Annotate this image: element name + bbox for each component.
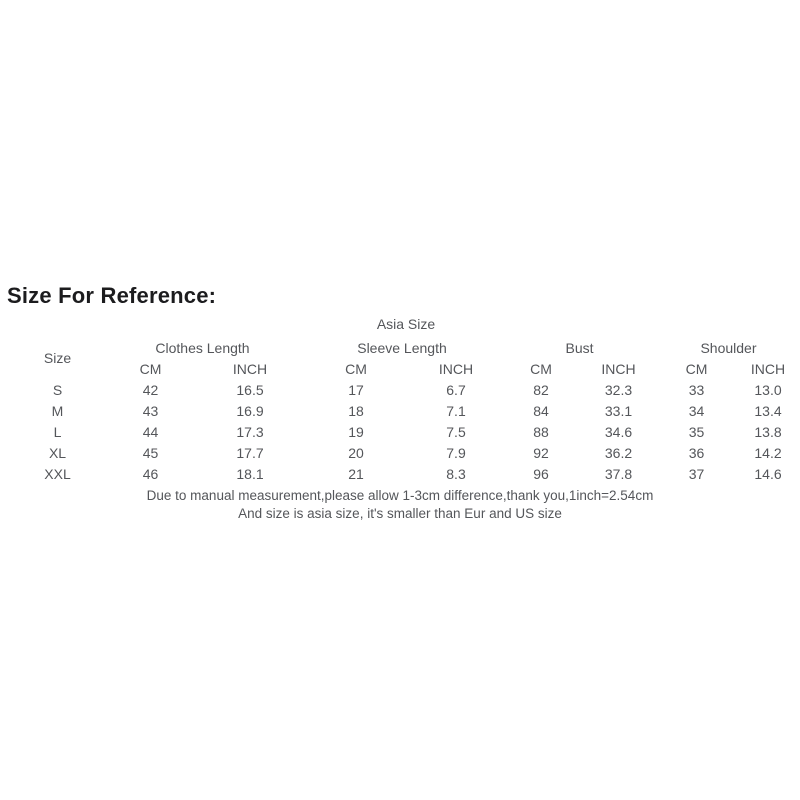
value-cell: 20	[348, 444, 364, 461]
value-cell: 33.1	[604, 402, 633, 419]
value-cell: 13.8	[754, 423, 782, 440]
size-cell: M	[51, 402, 64, 419]
value-cell: 82	[533, 381, 549, 398]
value-cell: 33	[688, 381, 705, 398]
value-cell: 37	[688, 465, 705, 482]
size-cell: S	[52, 381, 63, 398]
unit-header-cm: CM	[139, 361, 162, 377]
value-cell: 44	[142, 423, 159, 440]
note-line-asia-size: And size is asia size, it's smaller than Eur and US size	[238, 506, 562, 521]
group-header-clothes-length: Clothes Length	[155, 339, 250, 356]
value-cell: 7.9	[446, 444, 466, 461]
unit-header-row	[12, 359, 800, 379]
table-row-xxl	[12, 463, 800, 484]
size-table	[12, 311, 800, 484]
value-cell: 21	[348, 465, 364, 482]
asia-size-header: Asia Size	[376, 315, 436, 332]
super-header-row	[12, 311, 800, 336]
value-cell: 37.8	[604, 465, 633, 482]
value-cell: 7.5	[446, 423, 466, 440]
value-cell: 17	[348, 381, 364, 398]
unit-header-inch: INCH	[438, 361, 474, 377]
value-cell: 18	[348, 402, 364, 419]
value-cell: 6.7	[446, 381, 466, 398]
unit-header-cm: CM	[685, 361, 708, 377]
value-cell: 84	[533, 402, 549, 419]
note-line-measurement: Due to manual measurement,please allow 1-3cm difference,thank you,1inch=2.54cm	[146, 488, 654, 503]
value-cell: 17.3	[236, 423, 264, 440]
value-cell: 13.0	[754, 381, 782, 398]
value-cell: 18.1	[236, 465, 264, 482]
group-header-bust: Bust	[565, 339, 594, 356]
value-cell: 32.3	[604, 381, 633, 398]
value-cell: 8.3	[446, 465, 466, 482]
size-column-header: Size	[43, 349, 72, 366]
value-cell: 42	[142, 381, 159, 398]
unit-header-inch: INCH	[750, 361, 786, 377]
value-cell: 45	[142, 444, 159, 461]
value-cell: 34.6	[604, 423, 633, 440]
unit-header-cm: CM	[345, 361, 367, 377]
value-cell: 14.2	[754, 444, 782, 461]
unit-header-inch: INCH	[601, 361, 636, 377]
value-cell: 13.4	[754, 402, 782, 419]
value-cell: 16.9	[236, 402, 264, 419]
value-cell: 35	[688, 423, 705, 440]
value-cell: 88	[533, 423, 549, 440]
size-cell: L	[53, 423, 62, 440]
value-cell: 19	[348, 423, 364, 440]
value-cell: 46	[142, 465, 159, 482]
value-cell: 92	[533, 444, 549, 461]
unit-header-inch: INCH	[232, 361, 268, 377]
unit-header-cm: CM	[530, 361, 552, 377]
value-cell: 36	[688, 444, 705, 461]
group-header-shoulder: Shoulder	[700, 339, 757, 356]
value-cell: 7.1	[446, 402, 466, 419]
group-header-row	[12, 336, 800, 359]
value-cell: 36.2	[604, 444, 633, 461]
measurement-notes	[0, 487, 800, 523]
value-cell: 16.5	[236, 381, 264, 398]
value-cell: 14.6	[754, 465, 782, 482]
value-cell: 17.7	[236, 444, 264, 461]
page-title: Size For Reference:	[7, 283, 217, 308]
group-header-sleeve-length: Sleeve Length	[357, 339, 447, 356]
table-row-m	[12, 400, 800, 421]
value-cell: 34	[688, 402, 705, 419]
size-cell: XXL	[44, 465, 71, 482]
table-row-l	[12, 421, 800, 442]
table-row-s	[12, 379, 800, 400]
value-cell: 96	[533, 465, 549, 482]
table-row-xl	[12, 442, 800, 463]
size-cell: XL	[48, 444, 67, 461]
value-cell: 43	[142, 402, 159, 419]
